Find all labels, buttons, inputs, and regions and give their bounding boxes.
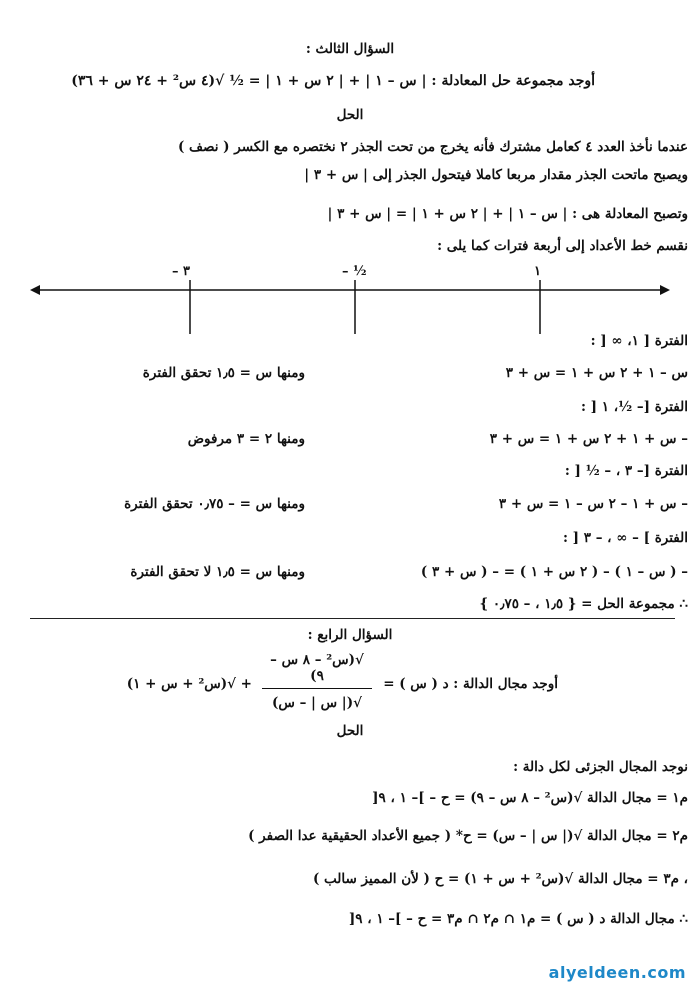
section-divider — [30, 618, 675, 619]
q4-solution-heading: الحل — [336, 723, 364, 739]
q3-problem: أوجد مجموعة حل المعادلة : | س – ١ | + | ٢ س + ١ | = ½ √(٤ س² + ٢٤ س + ٣٦) — [71, 73, 595, 89]
case-1-interval: الفترة [ ١، ∞ [ : — [590, 333, 688, 349]
q3-explanation-1: عندما نأخذ العدد ٤ كعامل مشترك فأنه يخرج من تحت الجذر ٢ نختصره مع الكسر ( نصف ) — [177, 139, 688, 155]
q4-problem-prefix: أوجد مجال الدالة : د ( س ) = — [383, 676, 558, 692]
case-1-equation: س – ١ + ٢ س + ١ = س + ٣ — [505, 365, 688, 381]
case-2-result: ومنها ٢ = ٣ مرفوض — [187, 431, 305, 447]
tick-label-minus-three: ٣ – — [172, 264, 191, 279]
q3-explanation-2: ويصبح ماتحت الجذر مقدار مربعا كاملا فيتحول الجذر إلى | س + ٣ | — [304, 167, 688, 183]
case-4-interval: الفترة ] – ∞ ، – ٣ [ : — [562, 530, 688, 546]
case-2-equation: – س + ١ + ٢ س + ١ = س + ٣ — [489, 431, 688, 447]
q4-fraction — [262, 652, 372, 711]
site-watermark[interactable]: alyeldeen.com — [548, 963, 686, 982]
q4-intro: نوجد المجال الجزئى لكل دالة : — [513, 759, 688, 775]
q3-explanation-3: وتصبح المعادلة هى : | س – ١ | + | ٢ س + ١ | = | س + ٣ | — [327, 206, 688, 222]
q3-explanation-4: نقسم خط الأعداد إلى أربعة فترات كما يلى : — [437, 238, 688, 254]
q4-domain-3: ، م٣ = مجال الدالة √(س² + س + ١) = ح ( لأن المميز سالب ) — [312, 871, 688, 887]
case-3-equation: – س + ١ – ٢ س – ١ = س + ٣ — [498, 496, 688, 512]
q4-fraction-denominator: √(| س | – س) — [272, 695, 362, 711]
q3-title: السؤال الثالث : — [305, 41, 395, 57]
number-line-right-arrow — [660, 285, 670, 295]
case-3-interval: الفترة [– ٣ ، – ½ [ : — [564, 463, 688, 479]
q4-domain-2: م٢ = مجال الدالة √(| س | – س) = ح* ( جميع الأعداد الحقيقية عدا الصفر ) — [248, 828, 688, 844]
number-line — [30, 264, 670, 338]
q4-problem-suffix: + √(س² + س + ١) — [126, 676, 252, 692]
case-2-interval: الفترة [– ½، ١ [ : — [580, 399, 688, 415]
number-line-left-arrow — [30, 285, 40, 295]
q4-title: السؤال الرابع : — [307, 627, 393, 643]
q4-domain-final: ∴ مجال الدالة د ( س ) = م١ ∩ م٢ ∩ م٣ = ح – ]– ١ ، ٩[ — [348, 911, 688, 927]
case-4-equation: – ( س – ١ ) – ( ٢ س + ١ ) = – ( س + ٣ ) — [420, 564, 688, 580]
q3-answer: ∴ مجموعة الحل = { ١٫٥ ، – ٠٫٧٥ } — [479, 596, 688, 612]
case-3-result: ومنها س = – ٠٫٧٥ تحقق الفترة — [124, 496, 305, 512]
tick-label-one: ١ — [534, 264, 541, 279]
q4-domain-1: م١ = مجال الدالة √(س² – ٨ س – ٩) = ح – ]– ١ ، ٩[ — [372, 790, 688, 806]
case-1-result: ومنها س = ١٫٥ تحقق الفترة — [142, 365, 305, 381]
tick-label-minus-half: ½ – — [342, 264, 367, 279]
case-4-result: ومنها س = ١٫٥ لا تحقق الفترة — [130, 564, 305, 580]
q4-fraction-numerator: √(س² – ٨ س – ٩) — [262, 652, 372, 689]
q3-solution-heading: الحل — [336, 107, 364, 123]
